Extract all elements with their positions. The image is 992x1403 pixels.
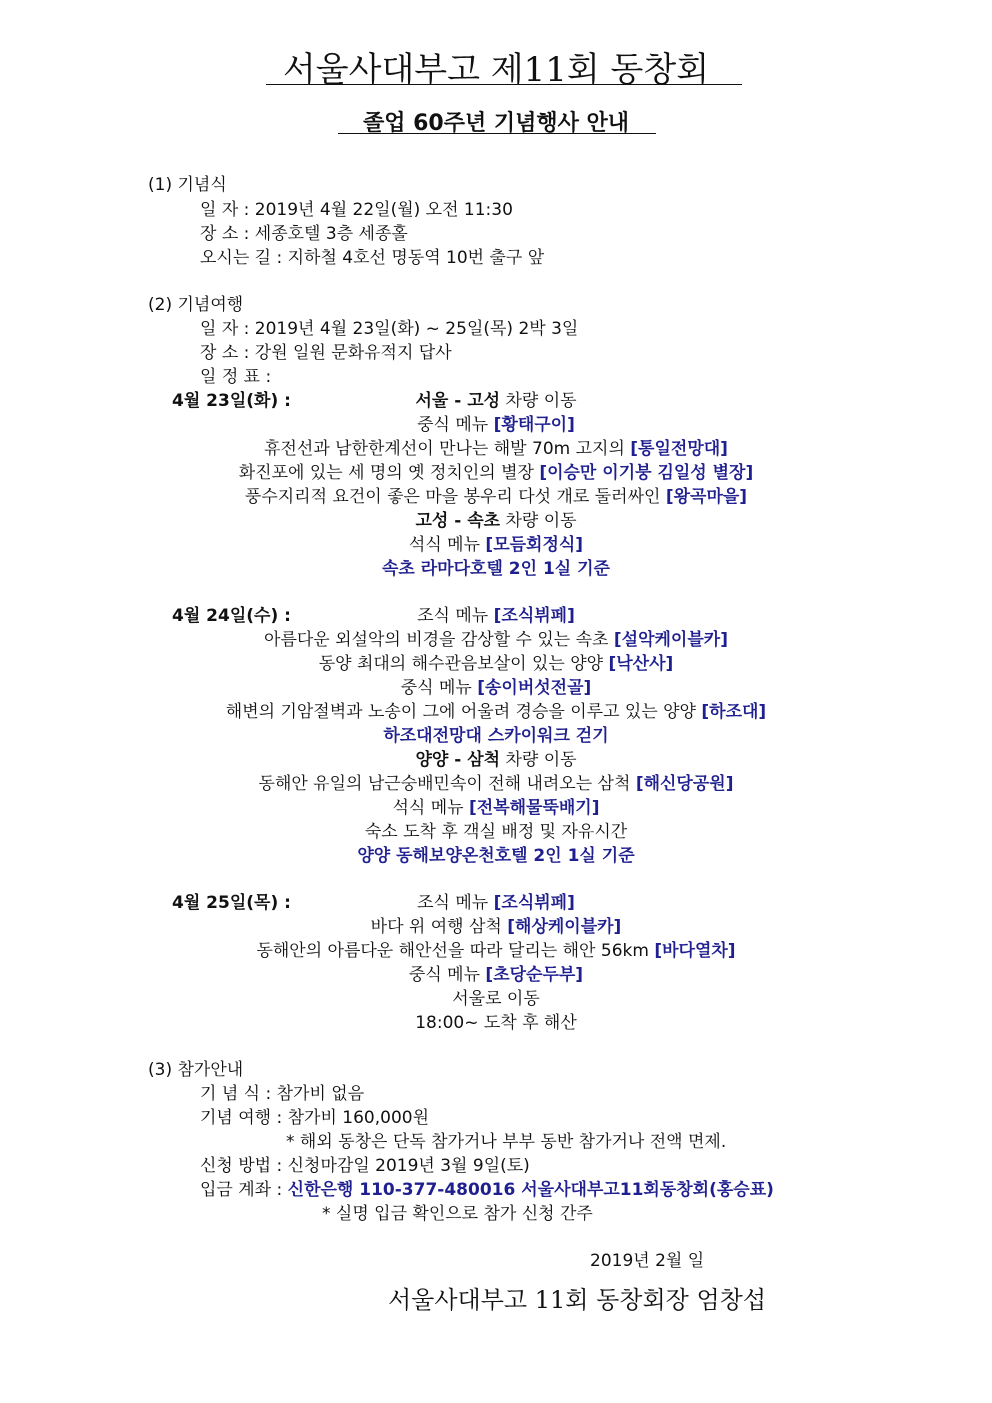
s3-note-confirm: * 실명 입금 확인으로 참가 신청 간주 (322, 1204, 593, 1224)
day2-text: 중식 메뉴 (400, 678, 478, 698)
day1-route: 고성 - 속초 (415, 511, 501, 531)
day2-line-7 (0, 748, 992, 772)
day1-route: 서울 - 고성 (415, 391, 501, 411)
day2-text: 동양 최대의 해수관음보살이 있는 양양 (318, 654, 609, 674)
day3-highlight: [초당순두부] (485, 965, 584, 985)
day1-highlight: [모듬회정식] (485, 535, 584, 555)
day3-line-2 (0, 915, 992, 939)
day3-text: 조식 메뉴 (417, 893, 494, 913)
document-date: 2019년 2월 일 (590, 1251, 705, 1271)
subtitle-underline (338, 133, 656, 134)
s3-row-apply: 신청 방법 : 신청마감일 2019년 3월 9일(토) (200, 1156, 530, 1176)
day1-text: 화진포에 있는 세 명의 옛 정치인의 별장 (238, 463, 540, 483)
day2-line-2 (0, 628, 992, 652)
day1-line-8: 속초 라마다호텔 2인 1실 기준 (382, 559, 610, 579)
day2-text: 해변의 기암절벽과 노송이 그에 어울려 경승을 이루고 있는 양양 (225, 702, 702, 722)
s2-row-date: 일 자 : 2019년 4월 23일(화) ~ 25일(목) 2박 3일 (200, 319, 579, 339)
day2-route: 양양 - 삼척 (415, 750, 501, 770)
day2-highlight: [송이버섯전골] (477, 678, 592, 698)
day1-line-1 (0, 389, 992, 413)
s2-row-place: 장 소 : 강원 일원 문화유적지 답사 (200, 343, 452, 363)
page-subtitle: 졸업 60주년 기념행사 안내 (362, 111, 630, 136)
day2-highlight: [전복해물뚝배기] (469, 798, 600, 818)
day2-line-1 (0, 604, 992, 628)
day2-line-9 (0, 796, 992, 820)
day2-text: 석식 메뉴 (392, 798, 469, 818)
day3-highlight: [조식뷔페] (493, 893, 575, 913)
day1-highlight: [왕곡마을] (665, 487, 748, 507)
day2-line-4 (0, 676, 992, 700)
day2-text: 동해안 유일의 남근숭배민속이 전해 내려오는 삼척 (258, 774, 636, 794)
account-label: 입금 계좌 : (200, 1180, 288, 1200)
day2-line-5 (0, 700, 992, 724)
day1-text: 중식 메뉴 (417, 415, 494, 435)
day2-route-text: 차량 이동 (500, 750, 577, 770)
day1-line-6 (0, 509, 992, 533)
day3-text: 중식 메뉴 (408, 965, 486, 985)
day1-highlight: [황태구이] (493, 415, 575, 435)
s2-row-schedule: 일 정 표 : (200, 367, 272, 387)
day3-highlight: [바다열차] (654, 941, 736, 961)
day1-route-text: 차량 이동 (500, 391, 577, 411)
day3-text: 동해안의 아름다운 해안선을 따라 달리는 해안 56km (256, 941, 655, 961)
section-1-heading: (1) 기념식 (148, 175, 227, 195)
day2-text: 아름다운 외설악의 비경을 감상할 수 있는 속초 (264, 630, 614, 650)
day3-line-4 (0, 963, 992, 987)
day1-line-4 (0, 461, 992, 485)
day3-label: 4월 25일(목) : (172, 893, 291, 913)
day1-text: 석식 메뉴 (408, 535, 486, 555)
s1-row-place: 장 소 : 세종호텔 3층 세종홀 (200, 224, 408, 244)
day1-route-text: 차량 이동 (500, 511, 577, 531)
day2-label: 4월 24일(수) : (172, 606, 291, 626)
day2-highlight: [조식뷔페] (493, 606, 575, 626)
day3-text: 바다 위 여행 삼척 (370, 917, 508, 937)
day3-highlight: [해상케이블카] (507, 917, 622, 937)
page-title: 서울사대부고 제11회 동창회 (282, 50, 710, 90)
day1-line-5 (0, 485, 992, 509)
section-2-heading: (2) 기념여행 (148, 295, 244, 315)
day3-line-1 (0, 891, 992, 915)
day1-line-7 (0, 533, 992, 557)
day1-label: 4월 23일(화) : (172, 391, 291, 411)
day1-line-2 (0, 413, 992, 437)
day2-highlight: [하조대] (701, 702, 767, 722)
day2-line-10: 숙소 도착 후 객실 배정 및 자유시간 (364, 822, 628, 842)
day1-text: 휴전선과 남한한계선이 만나는 해발 70m 고지의 (264, 439, 631, 459)
day1-line-3 (0, 437, 992, 461)
s3-row-trip: 기념 여행 : 참가비 160,000원 (200, 1108, 430, 1128)
signature: 서울사대부고 11회 동창회장 엄창섭 (388, 1286, 767, 1314)
day1-text: 풍수지리적 요건이 좋은 마을 봉우리 다섯 개로 둘러싸인 (244, 487, 666, 507)
day2-line-8 (0, 772, 992, 796)
account-number: 신한은행 110-377-480016 서울사대부고11회동창회(홍승표) (287, 1180, 774, 1200)
day1-highlight: [통일전망대] (630, 439, 728, 459)
day3-line-5: 서울로 이동 (452, 989, 540, 1009)
day2-text: 조식 메뉴 (417, 606, 494, 626)
title-underline (266, 84, 742, 85)
s3-row-ceremony: 기 념 식 : 참가비 없음 (200, 1084, 365, 1104)
day3-line-6: 18:00~ 도착 후 해산 (415, 1013, 577, 1033)
day3-line-3 (0, 939, 992, 963)
s3-note-overseas: * 해외 동창은 단독 참가거나 부부 동반 참가거나 전액 면제. (286, 1132, 727, 1152)
day1-highlight: [이승만 이기붕 김일성 별장] (539, 463, 754, 483)
s1-row-date: 일 자 : 2019년 4월 22일(월) 오전 11:30 (200, 200, 513, 220)
day2-line-11: 양양 동해보양온천호텔 2인 1실 기준 (357, 846, 635, 866)
s3-row-account (200, 1178, 774, 1202)
day2-line-3 (0, 652, 992, 676)
day2-highlight: [낙산사] (608, 654, 674, 674)
day2-highlight: [해신당공원] (635, 774, 734, 794)
day2-highlight: [설악케이블카] (613, 630, 728, 650)
s1-row-directions: 오시는 길 : 지하철 4호선 명동역 10번 출구 앞 (200, 248, 545, 268)
day2-line-6: 하조대전망대 스카이워크 걷기 (383, 726, 609, 746)
section-3-heading: (3) 참가안내 (148, 1060, 244, 1080)
